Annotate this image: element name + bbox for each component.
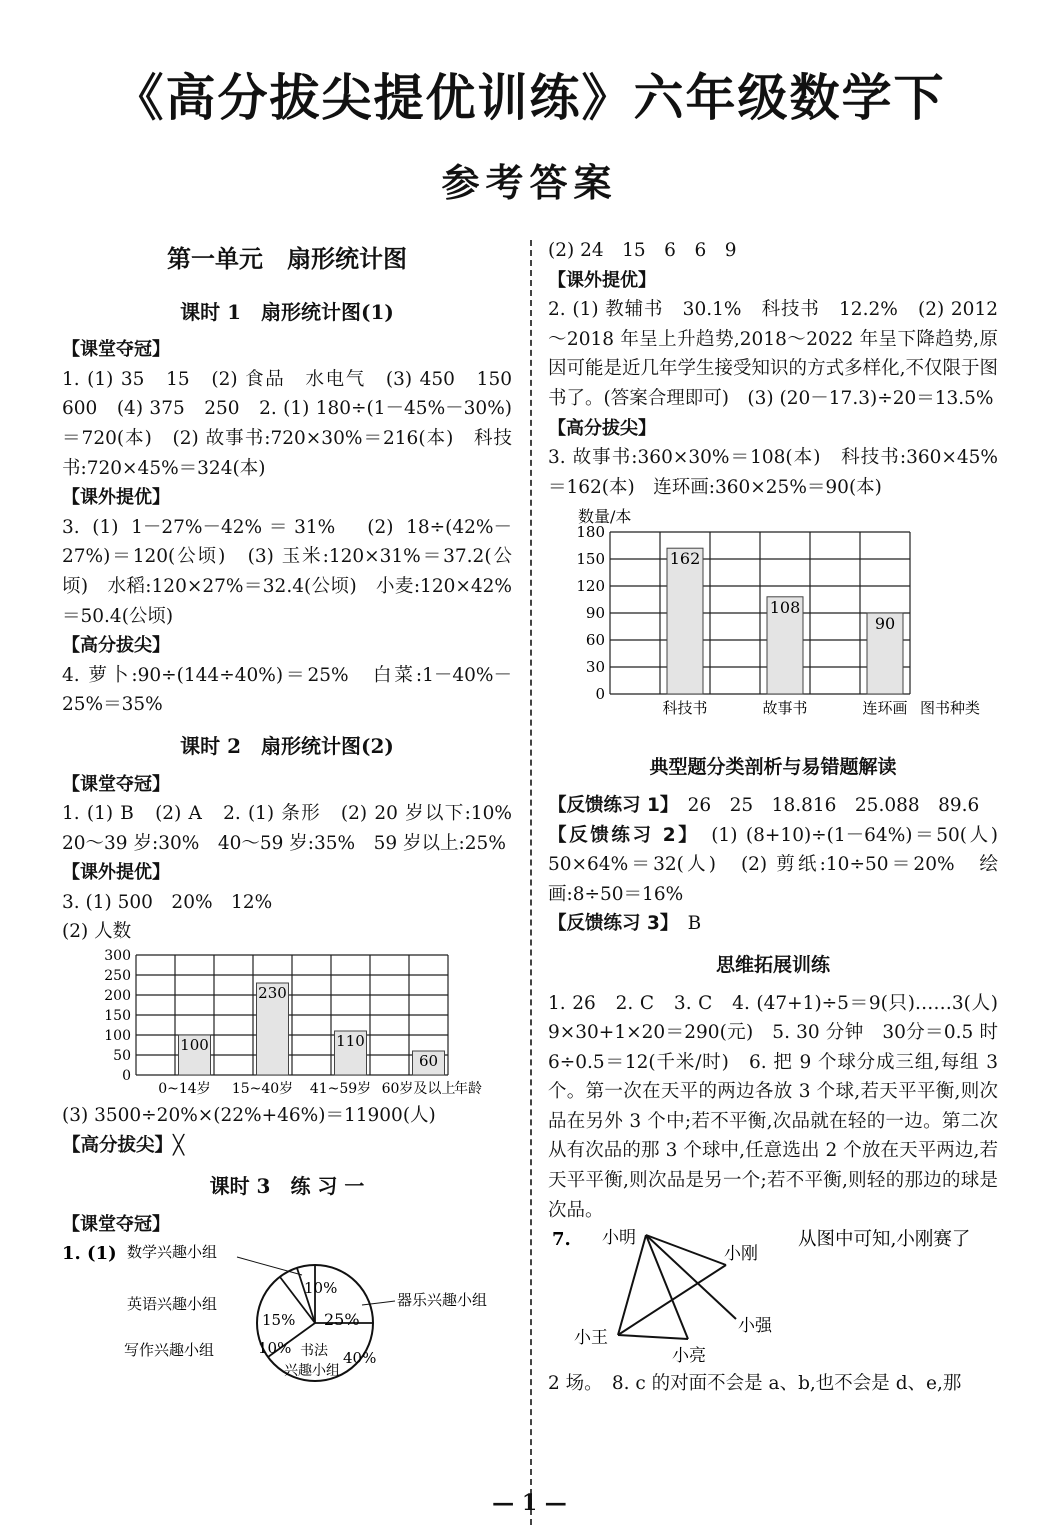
graph-qnum: 7. — [552, 1229, 571, 1251]
graph-edge — [646, 1235, 726, 1265]
y-tick-label: 0 — [595, 685, 605, 704]
bar — [667, 549, 703, 695]
lesson1-sec1: 【课堂夺冠】 — [62, 339, 170, 361]
bar-value-label: 90 — [874, 614, 896, 634]
y-tick-label: 50 — [113, 1048, 131, 1065]
page-number: — 1 — — [492, 1490, 567, 1516]
right-p2: 3. 故事书:360×30%＝108(本) 科技书:360×45%＝162(本) 连环画:360×25%＝90(本) — [548, 447, 998, 498]
bar-value-label: 108 — [769, 598, 801, 618]
lesson2-title: 课时 2 扇形统计图(2) — [180, 733, 394, 758]
pie-label: 写作兴趣小组 — [124, 1341, 215, 1360]
y-tick-label: 120 — [576, 577, 605, 596]
pie-pct: 25% — [324, 1310, 360, 1330]
y-tick-label: 180 — [576, 523, 605, 542]
x-axis-label: 年龄 — [454, 1081, 482, 1098]
column-divider — [530, 240, 532, 1525]
right-p1: 2. (1) 教辅书 30.1% 科技书 12.2% (2) 2012～2018 年呈上升趋势,2018～2022 年呈下降趋势,原因可能是近几年学生接受知识的方式多样化,不仅限于图书了。(答案合理即可) (3) (20－17.3)÷20＝13.5% — [548, 299, 998, 409]
bar-value-label: 60 — [418, 1052, 439, 1071]
graph-edge — [646, 1235, 688, 1339]
bar-value-label: 162 — [669, 549, 701, 569]
y-tick-label: 100 — [104, 1028, 131, 1045]
page-subtitle: 参考答案 — [441, 160, 618, 205]
graph-note: 从图中可知,小刚赛了 — [798, 1229, 971, 1251]
right-sec1: 【课外提优】 — [548, 269, 656, 291]
lesson1-sec2: 【课外提优】 — [62, 487, 170, 509]
x-category-label: 60岁及以上 — [381, 1081, 456, 1098]
feedback-1-text: 26 25 18.816 25.088 89.6 — [687, 794, 980, 816]
y-tick-label: 250 — [104, 968, 131, 985]
y-tick-label: 90 — [585, 604, 605, 623]
y-tick-label: 0 — [122, 1068, 131, 1085]
pie-pct: 40% — [343, 1349, 377, 1368]
pie-pct: 15% — [262, 1311, 296, 1330]
feedback-3-label: 【反馈练习 3】 — [548, 913, 670, 935]
pie-label: 兴趣小组 — [284, 1363, 340, 1380]
lesson3-title: 课时 3 练 习 一 — [209, 1174, 365, 1199]
right-sec2: 【高分拔尖】 — [548, 417, 656, 439]
feedback-1-label: 【反馈练习 1】 — [548, 794, 670, 816]
y-tick-label: 30 — [585, 658, 605, 677]
right-column — [548, 236, 1017, 1399]
lesson2-sec3-mark: ╳ — [173, 1134, 185, 1156]
thinking-text: 1. 26 2. C 3. C 4. (47+1)÷5＝9(只)……3(人) 9×30+1×20＝290(元) 5. 30 分钟 30分＝0.5 时 6÷0.5＝12(千米/时) 6. 把 9 个球分成三组,每组 3 个。第一次在天平的两边各放 3 个球,若天平平衡,则次品在另外 3 个中;若不平衡,次品就在轻的一边。第二次从有次品的那 3 个球中,任意选出 2 个放在天平两边,若天平平衡,则次品是另一个;若不平衡,则轻的那边的球是次品。 — [548, 992, 1017, 1221]
feedback-2-label: 【反馈练习 2】 — [548, 824, 691, 846]
interest-group-pie — [62, 1241, 512, 1391]
y-tick-label: 150 — [104, 1008, 131, 1025]
lesson2-sec1: 【课堂夺冠】 — [62, 773, 170, 795]
pie-pct: 10% — [304, 1279, 338, 1298]
x-category-label: 41~59岁 — [309, 1081, 372, 1098]
page-title: 《高分拔尖提优训练》六年级数学下 — [113, 68, 946, 127]
pie-label: 书法 — [300, 1343, 328, 1360]
match-graph — [548, 1227, 998, 1367]
y-tick-label: 300 — [104, 949, 131, 965]
lesson1-p1: 1. (1) 35 15 (2) 食品 水电气 (3) 450 150 600 (4) 375 250 2. (1) 180÷(1－45%－30%)＝720(本) (2) 故事书:720×30%＝216(本) 科技书:720×45%＝324(本) — [62, 368, 531, 479]
graph-node-label: 小亮 — [672, 1346, 706, 1367]
feedback-2 — [548, 821, 1017, 910]
y-tick-label: 60 — [585, 631, 605, 650]
feedback-3-text: B — [687, 913, 702, 935]
lesson2-sec3-line — [62, 1131, 512, 1161]
lesson1-p3: 4. 萝卜:90÷(144÷40%)＝25% 白菜:1－40%－25%＝35% — [62, 664, 512, 716]
age-bar-chart — [62, 949, 512, 1099]
pie-pct: 10% — [258, 1339, 292, 1358]
thinking-title: 思维拓展训练 — [715, 953, 830, 976]
graph-edge — [646, 1235, 736, 1319]
left-column — [62, 236, 531, 1393]
typical-title: 典型题分类剖析与易错题解读 — [649, 756, 897, 779]
lesson2-p2: 3. (1) 500 20% 12% — [62, 891, 273, 913]
right-p0: (2) 24 15 6 6 9 — [548, 240, 737, 261]
feedback-2-text: (1) (8+10)÷(1－64%)＝50(人) 50×64%＝32(人) (2) 剪纸:10÷50＝20% 绘画:8÷50＝16% — [548, 824, 1017, 905]
bar-value-label: 110 — [336, 1032, 365, 1051]
y-axis-label: 数量/本 — [578, 507, 632, 527]
lesson2-sec3: 【高分拔尖】 — [62, 1134, 174, 1156]
graph-node-label: 小明 — [602, 1228, 636, 1249]
y-tick-label: 200 — [104, 988, 131, 1005]
bar-value-label: 230 — [258, 984, 287, 1003]
lesson2-p2b: (2) 人数 — [62, 921, 132, 943]
graph-node-label: 小王 — [574, 1328, 608, 1349]
graph-node-label: 小强 — [738, 1316, 772, 1337]
lesson2-sec2: 【课外提优】 — [62, 862, 170, 884]
lesson1-title: 课时 1 扇形统计图(1) — [180, 299, 394, 324]
pie-leader — [362, 1301, 395, 1305]
x-category-label: 连环画 — [862, 699, 908, 718]
pie-qnum: 1. (1) — [62, 1243, 117, 1265]
graph-node-label: 小刚 — [724, 1244, 758, 1265]
x-category-label: 科技书 — [662, 699, 708, 718]
feedback-3 — [548, 909, 998, 939]
lesson3-sec1: 【课堂夺冠】 — [62, 1213, 170, 1235]
lesson1-p2: 3. (1) 1－27%－42%＝31% (2) 18÷(42%－27%)＝120(公顷) (3) 玉米:120×31%＝37.2(公顷) 水稻:120×27%＝32.4(公顷) 小麦:120×42%＝50.4(公顷) — [62, 516, 512, 627]
pie-leader — [237, 1257, 302, 1275]
x-category-label: 15~40岁 — [231, 1081, 294, 1098]
pie-label: 英语兴趣小组 — [127, 1295, 218, 1314]
lesson1-sec3: 【高分拔尖】 — [62, 635, 170, 657]
unit-title: 第一单元 扇形统计图 — [167, 244, 407, 273]
pie-label: 数学兴趣小组 — [127, 1243, 218, 1262]
bar-value-label: 100 — [180, 1036, 209, 1055]
feedback-1 — [548, 791, 998, 821]
pie-label: 器乐兴趣小组 — [397, 1291, 488, 1310]
y-tick-label: 150 — [576, 550, 605, 569]
book-bar-chart — [548, 504, 998, 739]
x-axis-label: 图书种类 — [920, 699, 981, 718]
thinking-text-end: 2 场。 8. c 的对面不会是 a、b,也不会是 d、e,那 — [548, 1373, 962, 1395]
x-category-label: 0~14岁 — [158, 1081, 211, 1098]
lesson2-p3: (3) 3500÷20%×(22%+46%)＝11900(人) — [62, 1105, 436, 1127]
graph-edge — [618, 1335, 688, 1339]
x-category-label: 故事书 — [762, 699, 808, 718]
lesson2-p1: 1. (1) B (2) A 2. (1) 条形 (2) 20 岁以下:10% 20～39 岁:30% 40～59 岁:35% 59 岁以上:25% — [62, 803, 531, 854]
